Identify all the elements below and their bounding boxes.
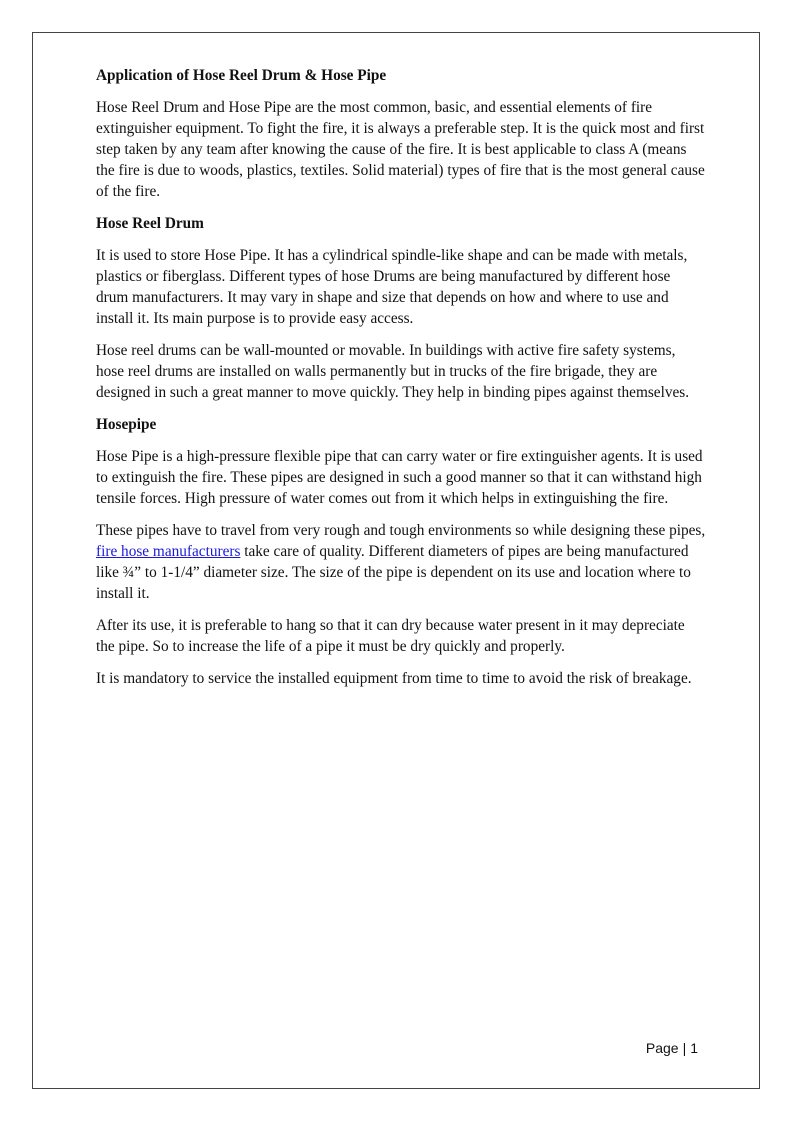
hosepipe-heading: Hosepipe — [96, 416, 157, 433]
drum-paragraph-1: It is used to store Hose Pipe. It has a cylindrical spindle-like shape and can be made with metals, plastics or fiberglass. Different types of hose Drums are being manufactured by different hose drum manufacturers. It may vary in shape and size that depends on how and where to use and install it. Its main purpose is to provide easy access. — [96, 247, 688, 327]
document-body — [96, 65, 706, 700]
hosepipe-p2-text-before: These pipes have to travel from very rough and tough environments so while designing these pipes, — [96, 522, 706, 539]
page-number: 1 — [690, 1040, 698, 1056]
hose-reel-drum-heading: Hose Reel Drum — [96, 215, 204, 232]
fire-hose-manufacturers-link[interactable]: fire hose manufacturers — [96, 543, 241, 560]
intro-paragraph: Hose Reel Drum and Hose Pipe are the most common, basic, and essential elements of fire extinguisher equipment. To fight the fire, it is always a preferable step. It is the quick most and first step taken by any team after knowing the cause of the fire. It is best applicable to class A (means the fire is due to woods, plastics, textiles. Solid material) types of fire that is the most general cause of the fire. — [96, 99, 705, 200]
page-footer — [646, 1040, 698, 1056]
intro-heading: Application of Hose Reel Drum & Hose Pipe — [96, 67, 387, 84]
drum-paragraph-2: Hose reel drums can be wall-mounted or movable. In buildings with active fire safety systems, hose reel drums are installed on walls permanently but in trucks of the fire brigade, they are designed in such a great manner to move quickly. They help in binding pipes against themselves. — [96, 342, 690, 401]
hosepipe-paragraph-3: After its use, it is preferable to hang so that it can dry because water present in it may depreciate the pipe. So to increase the life of a pipe it must be dry quickly and properly. — [96, 617, 685, 655]
hosepipe-paragraph-1: Hose Pipe is a high-pressure flexible pipe that can carry water or fire extinguisher agents. It is used to extinguish the fire. These pipes are designed in such a good manner so that it can withstand high tensile forces. High pressure of water comes out from it which helps in extinguishing the fire. — [96, 448, 703, 507]
page-separator: | — [682, 1040, 687, 1056]
hosepipe-p2-text-after: take care of quality. Different diameters of pipes are being manufactured like ¾” to 1-1/4” diameter size. The size of the pipe is dependent on its use and location where to install it. — [96, 543, 691, 602]
page-label: Page — [645, 1040, 679, 1056]
hosepipe-paragraph-4: It is mandatory to service the installed equipment from time to time to avoid the risk of breakage. — [96, 670, 692, 687]
hosepipe-paragraph-2 — [96, 520, 706, 604]
